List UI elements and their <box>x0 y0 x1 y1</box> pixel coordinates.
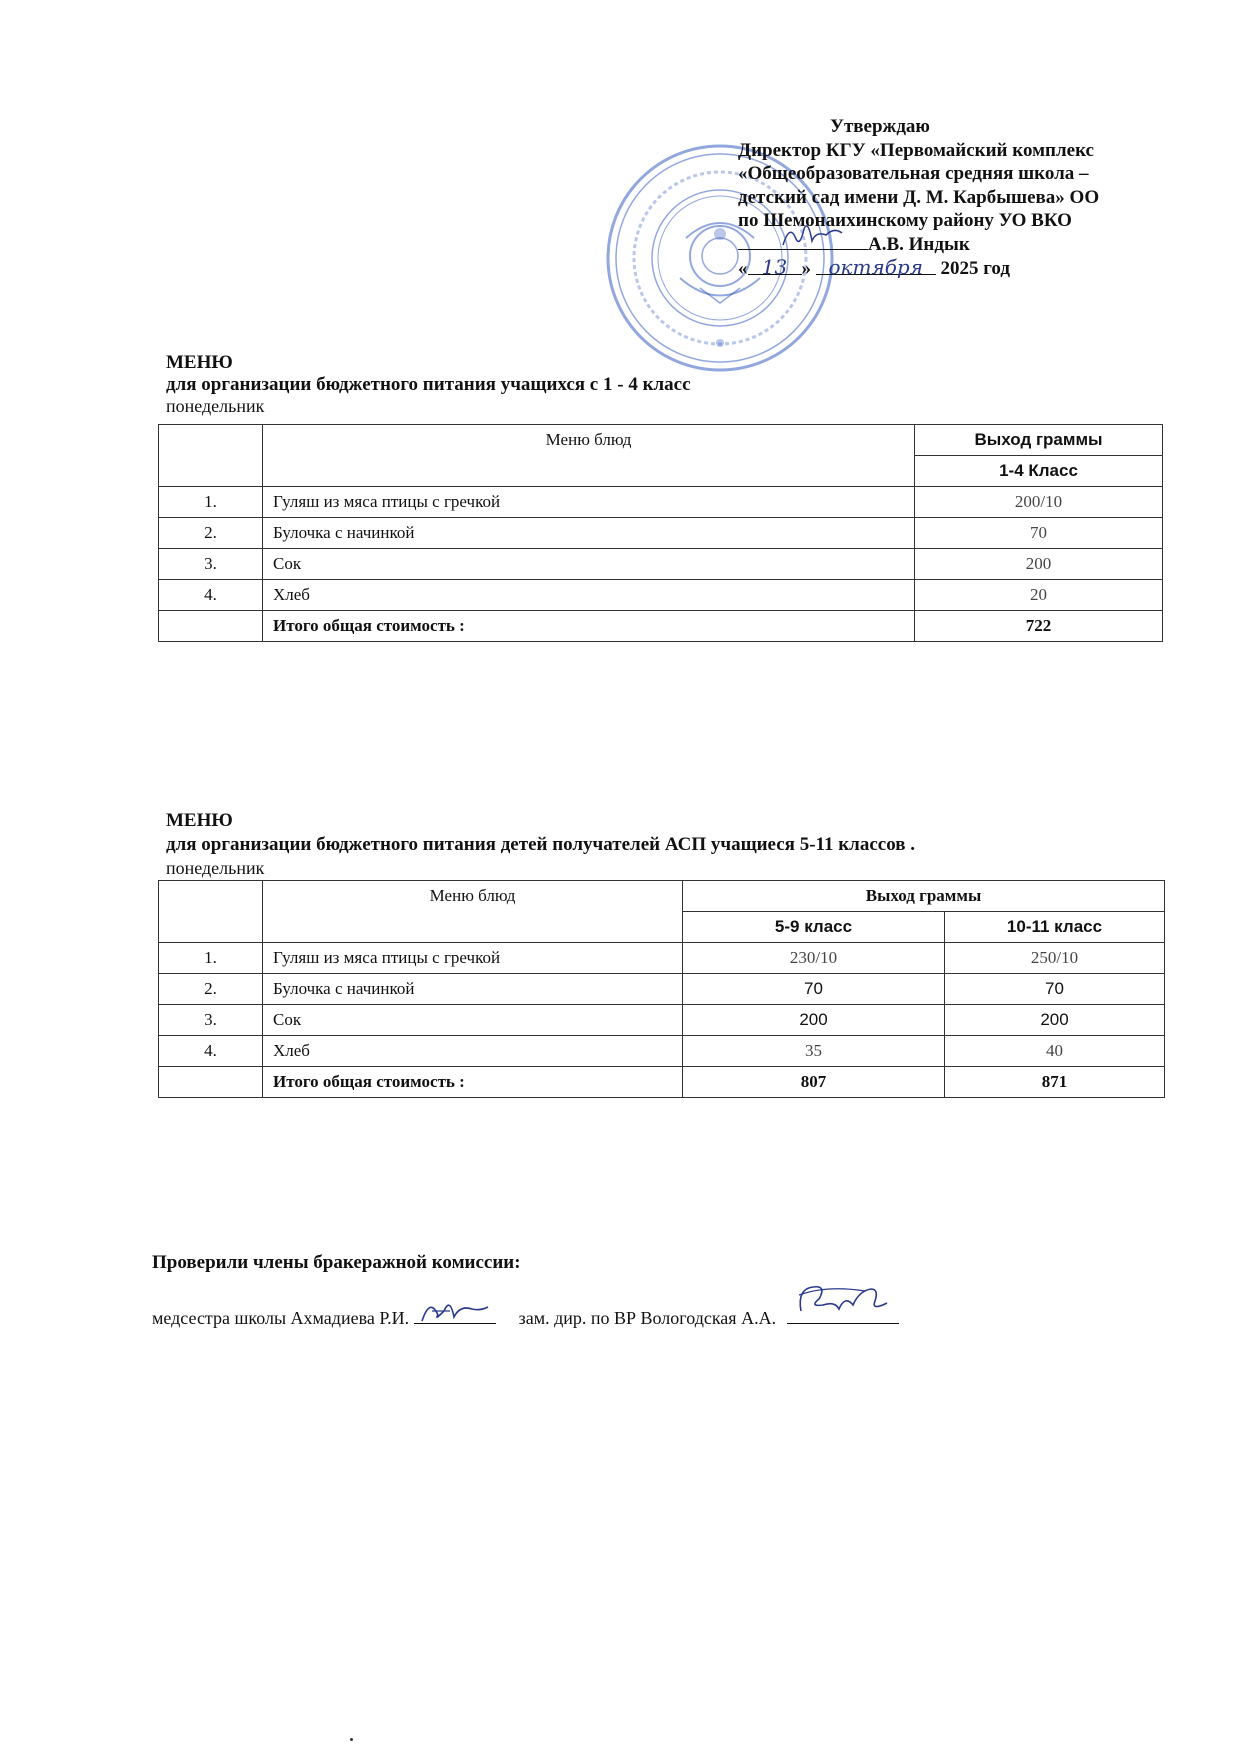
date-open-quote: « <box>738 258 748 279</box>
scan-dot <box>350 1738 353 1741</box>
row-number: 4. <box>159 580 263 611</box>
approval-signature-row <box>738 233 1208 257</box>
dish-yield-10-11: 70 <box>945 974 1165 1005</box>
menu1-num-header <box>159 425 263 487</box>
row-number: 3. <box>159 1005 263 1036</box>
dish-yield-5-9: 230/10 <box>683 943 945 974</box>
dish-yield-5-9: 200 <box>683 1005 945 1036</box>
table-row <box>159 580 1163 611</box>
menu2-table <box>158 880 1165 1098</box>
total-empty-cell <box>159 1067 263 1098</box>
menu1-table <box>158 424 1163 642</box>
menu1-class-header: 1-4 Класс <box>915 456 1163 487</box>
commission-title: Проверили члены бракеражной комиссии: <box>152 1252 521 1273</box>
dish-name: Булочка с начинкой <box>263 974 683 1005</box>
menu2-num-header <box>159 881 263 943</box>
menu2-header-row <box>159 881 1165 912</box>
nurse-name: медсестра школы Ахмадиева Р.И. <box>152 1308 410 1328</box>
dish-yield-5-9: 35 <box>683 1036 945 1067</box>
approval-line-3: детский сад имени Д. М. Карбышева» ОО <box>738 186 1100 208</box>
menu1-total-row <box>159 611 1163 642</box>
approval-line-4: по Шемонаихинскому району УО ВКО <box>738 210 1072 231</box>
commission-signatures <box>152 1305 899 1329</box>
menu1-day: понедельник <box>166 396 265 416</box>
dish-name: Гуляш из мяса птицы с гречкой <box>263 487 915 518</box>
menu1-title: МЕНЮ <box>166 352 233 373</box>
deputy-name: зам. дир. по ВР Вологодская А.А. <box>518 1308 777 1328</box>
dish-name: Сок <box>263 1005 683 1036</box>
director-name: А.В. Индык <box>868 233 970 255</box>
dish-yield: 20 <box>915 580 1163 611</box>
dish-yield: 70 <box>915 518 1163 549</box>
table-row <box>159 1005 1165 1036</box>
dish-yield-10-11: 200 <box>945 1005 1165 1036</box>
dish-yield: 200 <box>915 549 1163 580</box>
menu2-class1-header: 5-9 класс <box>683 912 945 943</box>
date-month: октября <box>828 255 923 279</box>
menu2-yield-header: Выход граммы <box>683 881 1165 912</box>
total-value-10-11: 871 <box>945 1067 1165 1098</box>
dish-name: Булочка с начинкой <box>263 518 915 549</box>
table-row <box>159 974 1165 1005</box>
deputy-signature-line <box>787 1305 899 1324</box>
menu1-subtitle: для организации бюджетного питания учащихся с 1 - 4 класс <box>166 374 691 395</box>
table-row <box>159 549 1163 580</box>
row-number: 1. <box>159 487 263 518</box>
dish-name: Хлеб <box>263 580 915 611</box>
approval-line-1: Директор КГУ «Первомайский комплекс <box>738 139 1094 161</box>
approval-date-row <box>738 256 1208 281</box>
date-day: 13 <box>761 255 788 279</box>
nurse-signature-line <box>414 1305 496 1324</box>
menu2-class2-header: 10-11 класс <box>945 912 1165 943</box>
total-empty-cell <box>159 611 263 642</box>
total-label: Итого общая стоимость : <box>263 611 915 642</box>
date-close-quote: » <box>801 258 811 279</box>
total-value: 722 <box>915 611 1163 642</box>
table-row <box>159 487 1163 518</box>
row-number: 2. <box>159 518 263 549</box>
menu2-title: МЕНЮ <box>166 810 233 831</box>
row-number: 3. <box>159 549 263 580</box>
dish-yield-10-11: 250/10 <box>945 943 1165 974</box>
total-label: Итого общая стоимость : <box>263 1067 683 1098</box>
menu2-subtitle: для организации бюджетного питания детей получателей АСП учащиеся 5-11 классов . <box>166 834 915 855</box>
row-number: 1. <box>159 943 263 974</box>
date-day-field <box>748 255 802 279</box>
menu1-header-row <box>159 425 1163 456</box>
dish-yield: 200/10 <box>915 487 1163 518</box>
dish-name: Хлеб <box>263 1036 683 1067</box>
table-row <box>159 1036 1165 1067</box>
deputy-signature-icon <box>787 1281 899 1321</box>
approval-line-2: «Общеобразовательная средняя школа – <box>738 163 1089 184</box>
director-signature-line <box>738 233 868 250</box>
menu2-dish-header: Меню блюд <box>263 881 683 943</box>
dish-yield-10-11: 40 <box>945 1036 1165 1067</box>
dish-yield-5-9: 70 <box>683 974 945 1005</box>
menu2-total-row <box>159 1067 1165 1098</box>
row-number: 2. <box>159 974 263 1005</box>
menu1-dish-header: Меню блюд <box>263 425 915 487</box>
date-year: 2025 год <box>940 258 1010 279</box>
nurse-signature-icon <box>414 1291 496 1325</box>
dish-name: Гуляш из мяса птицы с гречкой <box>263 943 683 974</box>
total-value-5-9: 807 <box>683 1067 945 1098</box>
dish-name: Сок <box>263 549 915 580</box>
row-number: 4. <box>159 1036 263 1067</box>
table-row <box>159 943 1165 974</box>
approval-title: Утверждаю <box>830 116 930 137</box>
director-signature-icon <box>738 221 868 251</box>
date-month-field <box>816 255 936 279</box>
table-row <box>159 518 1163 549</box>
menu1-yield-header: Выход граммы <box>915 425 1163 456</box>
menu2-day: понедельник <box>166 858 265 878</box>
approval-block <box>738 115 1208 281</box>
